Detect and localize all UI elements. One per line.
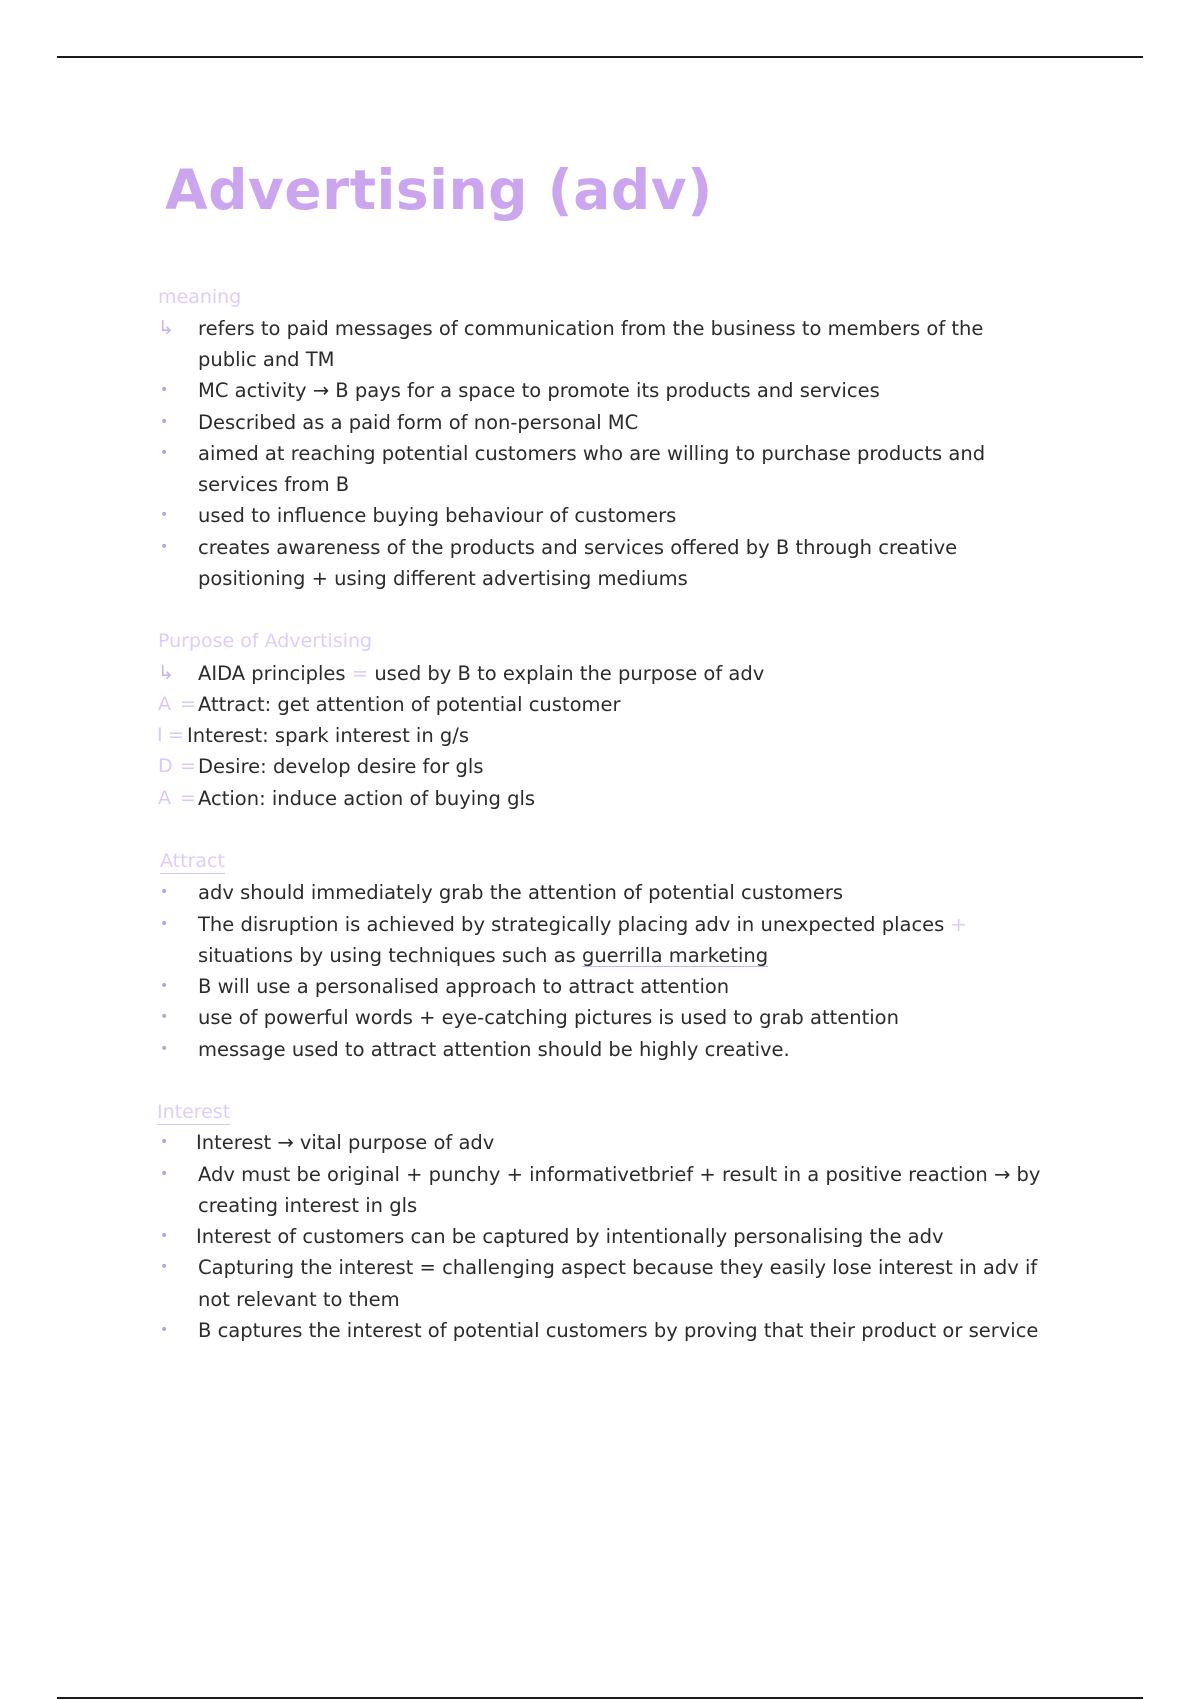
underlined-term: guerrilla marketing [581, 944, 769, 967]
bullet-icon: • [160, 507, 169, 523]
return-arrow-icon: ↳ [158, 662, 174, 684]
section-heading-attract: Attract [160, 850, 225, 872]
bullet-icon: • [160, 884, 169, 900]
document-page: Advertising (adv) meaning ↳ refers to paid messages of communication from the business to members of the public and TM • MC activity → B pays for a space to promote its products and services • Described as a paid form of non-personal MC • aimed at reaching potential customers who are willing to purchase products and services from B • used to influence buying behaviour of customers • creates awareness of the products and services offered by B through creative positioning + using different advertising mediums Purpose of Advertising ↳ AIDA principles = used by B to explain the purpose of adv A = Attract: get attention of potential customer I = Interest: spark interest in g/s D = Desire: develop desire for gls A = Action: induce action of buying gls Attract • adv should immediately grab the attention of potential customers • The disruption is achieved by strategically placing adv in unexpected places + situations by using techniques such as guerrilla marketing • B will use a personalised approach to attract attention • use of powerful words + eye-catching pictures is used to grab attention • message used to attract attention should be highly creative. Interest • Interest → vital purpose of adv • Adv must be original + punchy + informativetbrief + result in a positive reaction → by creating interest in gls • Interest of customers can be captured by intentionally personalising the adv • Capturing the interest = challenging aspect because they easily lose interest in adv if not relevant to them • B captures the interest of potential customers by proving that their product or service [0, 0, 1200, 1700]
return-arrow-icon: ↳ [158, 317, 174, 339]
section-heading-interest: Interest [157, 1101, 231, 1123]
section-heading-purpose: Purpose of Advertising [158, 630, 373, 652]
aida-letter: A [158, 787, 171, 809]
bullet-icon: • [160, 916, 169, 932]
aida-letter: D [158, 755, 173, 777]
bullet-icon: • [160, 1041, 169, 1057]
section-heading-meaning: meaning [158, 286, 242, 308]
bullet-icon: • [160, 539, 169, 555]
bullet-icon: • [160, 1166, 169, 1182]
aida-letter: A [158, 693, 171, 715]
aida-letter: I [157, 724, 163, 746]
bullet-icon: • [160, 1134, 169, 1150]
bullet-icon: • [160, 414, 169, 430]
bullet-icon: • [160, 1009, 169, 1025]
page-title: Advertising (adv) [165, 158, 713, 222]
bullet-icon: • [160, 1259, 169, 1275]
bullet-icon: • [160, 1322, 169, 1338]
bullet-icon: • [160, 978, 169, 994]
bullet-icon: • [160, 445, 169, 461]
bullet-icon: • [160, 1228, 169, 1244]
bullet-icon: • [160, 382, 169, 398]
bottom-rule [57, 1697, 1143, 1699]
